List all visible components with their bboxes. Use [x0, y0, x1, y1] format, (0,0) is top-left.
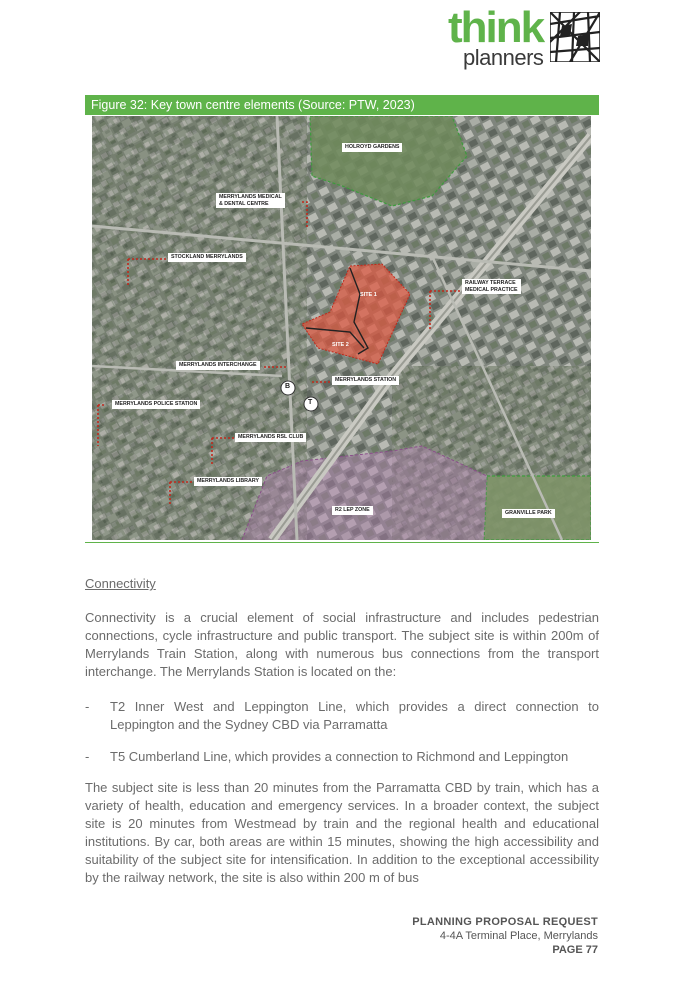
label-stockland-merrylands: STOCKLAND MERRYLANDS: [168, 253, 246, 262]
section-heading: Connectivity: [85, 576, 156, 591]
bullet-text: T2 Inner West and Leppington Line, which provides a direct connection to Leppington and the Sydney CBD via Parramatta: [110, 699, 599, 732]
paragraph-connectivity: Connectivity is a crucial element of social infrastructure and includes pedestrian connections, cycle infrastructure and public transport. The subject site is within 200m of Merrylands Train Station, along with numerous bus connections from the transport interchange. The Merrylands Station is located on the:: [85, 610, 599, 679]
bullet-dash: -: [85, 749, 90, 764]
figure-caption: Figure 32: Key town centre elements (Source: PTW, 2023): [85, 95, 599, 115]
label-granville-park: GRANVILLE PARK: [502, 509, 555, 518]
footer-page-number: PAGE 77: [552, 944, 598, 956]
label-merrylands-medical: [216, 193, 285, 208]
logo-map-mark-icon: [550, 12, 600, 62]
think-planners-logo: [448, 3, 603, 70]
label-merrylands-police-station: MERRYLANDS POLICE STATION: [112, 400, 200, 409]
label-merrylands-interchange: MERRYLANDS INTERCHANGE: [176, 361, 260, 370]
label-medical-line2: & DENTAL CENTRE: [219, 200, 269, 207]
logo-planners-text: planners: [463, 45, 544, 70]
label-railway-line1: RAILWAY TERRACE: [465, 280, 516, 286]
bus-symbol-icon: B: [285, 383, 291, 390]
label-site-1: SITE 1: [360, 292, 377, 298]
figure-bottom-rule: [85, 542, 599, 543]
logo-think-text: think: [448, 3, 544, 52]
bullet-dash: -: [85, 699, 90, 714]
label-railway-terrace: [462, 279, 521, 294]
label-merrylands-station: MERRYLANDS STATION: [332, 376, 399, 385]
train-symbol-icon: T: [308, 399, 313, 406]
footer-address: 4-4A Terminal Place, Merrylands: [439, 930, 598, 942]
aerial-map-image: [92, 116, 591, 540]
label-holroyd-gardens: HOLROYD GARDENS: [342, 143, 402, 152]
label-medical-line1: MERRYLANDS MEDICAL: [219, 194, 282, 200]
label-merrylands-rsl-club: MERRYLANDS RSL CLUB: [235, 433, 306, 442]
page-footer: [412, 916, 598, 956]
label-railway-line2: MEDICAL PRACTICE: [465, 286, 518, 293]
label-site-2: SITE 2: [332, 342, 349, 348]
label-merrylands-library: MERRYLANDS LIBRARY: [194, 477, 262, 486]
label-r2-lep-zone: R2 LEP ZONE: [332, 506, 373, 515]
aerial-map-figure: [92, 116, 591, 540]
bullet-text: T5 Cumberland Line, which provides a connection to Richmond and Leppington: [110, 749, 569, 764]
paragraph-travel-times: The subject site is less than 20 minutes from the Parramatta CBD by train, which has a variety of health, education and emergency services. In a broader context, the subject site is 20 minutes from Westmead by train and the regional health and educational institutions. By car, both areas are within 15 minutes, showing the high accessibility and suitability of the subject site for intensification. In addition to the exceptional accessibility by the railway network, the site is also within 200 m of bus: [85, 780, 599, 885]
footer-title: PLANNING PROPOSAL REQUEST: [412, 916, 598, 928]
